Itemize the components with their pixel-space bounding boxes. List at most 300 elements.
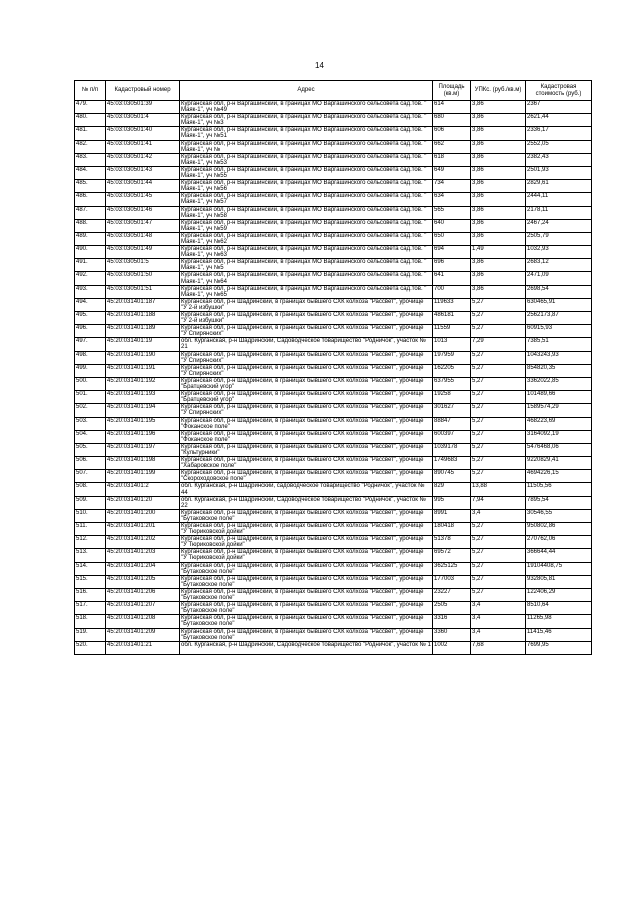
address-cell: Курганская обл, р-н Шадринский, в границах бывшего СХК колхоза "Рассвет", урочище "Культурники": [180, 443, 433, 456]
table-row: [75, 364, 592, 377]
row-number-cell: 503.: [75, 417, 106, 430]
cadastral-number-cell: 45:03:030501:42: [106, 153, 180, 166]
cadastral-cost-cell: 8510,64: [526, 602, 592, 615]
cadastral-cost-cell: 7895,54: [526, 496, 592, 509]
address-cell: Курганская обл, р-н Шадринский, в границах бывшего СХК колхоза "Рассвет", урочище "У Спирянских": [180, 404, 433, 417]
table-row: [75, 114, 592, 127]
row-number-cell: 483.: [75, 153, 106, 166]
area-cell: 694: [433, 246, 471, 259]
area-cell: 1039178: [433, 443, 471, 456]
table-row: [75, 206, 592, 219]
area-cell: 197959: [433, 351, 471, 364]
table-row: [75, 219, 592, 232]
table-row: [75, 483, 592, 496]
upks-cell: 3,86: [471, 193, 526, 206]
row-number-cell: 482.: [75, 140, 106, 153]
table-row: [75, 549, 592, 562]
row-number-cell: 513.: [75, 549, 106, 562]
address-cell: обл. Курганская, р-н Шадринский, Садоводческое товарищество "Родничок", участок № 22: [180, 496, 433, 509]
cadastral-cost-cell: 366644,44: [526, 549, 592, 562]
cadastral-number-cell: 45:20:031401:19: [106, 338, 180, 351]
upks-cell: 5,27: [471, 470, 526, 483]
area-cell: 734: [433, 180, 471, 193]
address-cell: Курганская обл, р-н Варгашинский, в границах МО Варгашинского сельсовета сад.тов. " Маяк-1", уч №51: [180, 127, 433, 140]
address-cell: Курганская обл, р-н Шадринский, в границах бывшего СХК колхоза "Рассвет", урочище "Фоканское поле": [180, 417, 433, 430]
address-cell: Курганская обл, р-н Шадринский, в границах бывшего СХК колхоза "Рассвет", урочище "У Тюриковской дойки": [180, 549, 433, 562]
table-row: [75, 193, 592, 206]
upks-cell: 3,4: [471, 615, 526, 628]
area-cell: 696: [433, 259, 471, 272]
cadastral-cost-cell: 2382,43: [526, 153, 592, 166]
cadastral-number-cell: 45:20:031401:195: [106, 417, 180, 430]
cadastral-number-cell: 45:20:031401:206: [106, 588, 180, 601]
table-row: [75, 101, 592, 114]
area-cell: 606: [433, 127, 471, 140]
address-cell: Курганская обл, р-н Шадринский, в границах бывшего СХК колхоза "Рассвет", урочище "Бутаковское поле": [180, 602, 433, 615]
table-row: [75, 140, 592, 153]
upks-cell: 3,86: [471, 180, 526, 193]
address-cell: Курганская обл, р-н Шадринский, в границах бывшего СХК колхоза "Рассвет", урочище "У Спирянских": [180, 364, 433, 377]
table-row: [75, 285, 592, 298]
cadastral-cost-cell: 122406,29: [526, 588, 592, 601]
header-cadastral-cost: Кадастровая стоимость (руб.): [526, 81, 592, 101]
cadastral-number-cell: 45:20:031401:189: [106, 325, 180, 338]
table-row: [75, 470, 592, 483]
area-cell: 8991: [433, 509, 471, 522]
cadastral-number-cell: 45:20:031401:201: [106, 523, 180, 536]
area-cell: 650: [433, 232, 471, 245]
upks-cell: 5,27: [471, 404, 526, 417]
area-cell: 11559: [433, 325, 471, 338]
row-number-cell: 516.: [75, 588, 106, 601]
page-number: 14: [315, 61, 324, 70]
address-cell: Курганская обл, р-н Варгашинский, в границах МО Варгашинского сельсовета сад.тов. " Маяк-1", уч №55: [180, 166, 433, 179]
cadastral-number-cell: 45:20:031401:204: [106, 562, 180, 575]
area-cell: 649: [433, 166, 471, 179]
area-cell: 177003: [433, 575, 471, 588]
upks-cell: 5,27: [471, 391, 526, 404]
row-number-cell: 499.: [75, 364, 106, 377]
area-cell: 51378: [433, 536, 471, 549]
area-cell: 829: [433, 483, 471, 496]
cadastral-cost-cell: 2467,24: [526, 219, 592, 232]
row-number-cell: 479.: [75, 101, 106, 114]
cadastral-number-cell: 45:03:030501:48: [106, 232, 180, 245]
cadastral-cost-cell: 2505,79: [526, 232, 592, 245]
upks-cell: 5,27: [471, 457, 526, 470]
area-cell: 3316: [433, 615, 471, 628]
area-cell: 119633: [433, 298, 471, 311]
cadastral-cost-cell: 1043243,93: [526, 351, 592, 364]
cadastral-cost-cell: 2552,05: [526, 140, 592, 153]
upks-cell: 5,27: [471, 325, 526, 338]
table-row: [75, 615, 592, 628]
row-number-cell: 502.: [75, 404, 106, 417]
upks-cell: 3,86: [471, 153, 526, 166]
cadastral-number-cell: 45:20:031401:188: [106, 312, 180, 325]
cadastral-number-cell: 45:20:031401:203: [106, 549, 180, 562]
cadastral-number-cell: 45:20:031401:20: [106, 496, 180, 509]
row-number-cell: 480.: [75, 114, 106, 127]
row-number-cell: 488.: [75, 219, 106, 232]
address-cell: обл. Курганская, р-н Шадринский, Садоводческое товарищество "Родничок", участок № 21: [180, 338, 433, 351]
cadastral-number-cell: 45:03:030501:44: [106, 180, 180, 193]
row-number-cell: 490.: [75, 246, 106, 259]
address-cell: Курганская обл, р-н Варгашинский, в границах МО Варгашинского сельсовета сад.тов. " Маяк-1", уч №5: [180, 259, 433, 272]
table-row: [75, 457, 592, 470]
address-cell: Курганская обл, р-н Варгашинский, в границах МО Варгашинского сельсовета сад.тов. " Маяк-1", уч №64: [180, 272, 433, 285]
row-number-cell: 484.: [75, 166, 106, 179]
cadastral-cost-cell: 9220829,41: [526, 457, 592, 470]
address-cell: Курганская обл, р-н Варгашинский, в границах МО Варгашинского сельсовета сад.тов. " Маяк-1", уч №56: [180, 180, 433, 193]
area-cell: 180418: [433, 523, 471, 536]
row-number-cell: 519.: [75, 628, 106, 641]
row-number-cell: 517.: [75, 602, 106, 615]
address-cell: Курганская обл, р-н Шадринский, в границах бывшего СХК колхоза "Рассвет", урочище "Бутаковское поле": [180, 575, 433, 588]
area-cell: 565: [433, 206, 471, 219]
upks-cell: 3,86: [471, 272, 526, 285]
cadastral-cost-cell: 2829,61: [526, 180, 592, 193]
cadastral-cost-cell: 2683,12: [526, 259, 592, 272]
cadastral-number-cell: 45:20:031401:198: [106, 457, 180, 470]
address-cell: Курганская обл, р-н Шадринский, в границах бывшего СХК колхоза "Рассвет", урочище "У Тюриковской дойки": [180, 536, 433, 549]
upks-cell: 3,86: [471, 219, 526, 232]
address-cell: Курганская обл, р-н Варгашинский, в границах МО Варгашинского сельсовета сад.тов. " Маяк-1", уч №65: [180, 285, 433, 298]
cadastral-number-cell: 45:20:031401:192: [106, 377, 180, 390]
header-cadastral-number: Кадастровый номер: [106, 81, 180, 101]
address-cell: Курганская обл, р-н Варгашинский, в границах МО Варгашинского сельсовета сад.тов. " Маяк-1", уч №59: [180, 219, 433, 232]
table-row: [75, 443, 592, 456]
cadastral-number-cell: 45:03:030501:49: [106, 246, 180, 259]
table-row: [75, 180, 592, 193]
area-cell: 88847: [433, 417, 471, 430]
upks-cell: 5,27: [471, 536, 526, 549]
cadastral-cost-cell: 270762,06: [526, 536, 592, 549]
row-number-cell: 510.: [75, 509, 106, 522]
cadastral-number-cell: 45:20:031401:2: [106, 483, 180, 496]
upks-cell: 13,88: [471, 483, 526, 496]
upks-cell: 5,27: [471, 562, 526, 575]
table-row: [75, 628, 592, 641]
area-cell: 618: [433, 153, 471, 166]
address-cell: Курганская обл, р-н Шадринский, в границах бывшего СХК колхоза "Рассвет", урочище "Братцевский угор": [180, 391, 433, 404]
table-row: [75, 272, 592, 285]
area-cell: 1002: [433, 641, 471, 654]
upks-cell: 5,27: [471, 298, 526, 311]
row-number-cell: 520.: [75, 641, 106, 654]
cadastral-cost-cell: 4694226,15: [526, 470, 592, 483]
table-row: [75, 377, 592, 390]
address-cell: Курганская обл, р-н Шадринский, в границах бывшего СХК колхоза "Рассвет", урочище "Фоканское поле": [180, 430, 433, 443]
table-row: [75, 417, 592, 430]
row-number-cell: 511.: [75, 523, 106, 536]
cadastral-cost-cell: 2367: [526, 101, 592, 114]
table-row: [75, 153, 592, 166]
upks-cell: 3,4: [471, 628, 526, 641]
upks-cell: 5,27: [471, 549, 526, 562]
address-cell: Курганская обл, р-н Шадринский, в границах бывшего СХК колхоза "Рассвет", урочище "Бутаковское поле": [180, 562, 433, 575]
row-number-cell: 508.: [75, 483, 106, 496]
upks-cell: 7,68: [471, 641, 526, 654]
upks-cell: 3,86: [471, 166, 526, 179]
cadastral-number-cell: 45:03:030501:40: [106, 127, 180, 140]
cadastral-number-cell: 45:20:031401:199: [106, 470, 180, 483]
cadastral-cost-cell: 3164092,19: [526, 430, 592, 443]
table-row: [75, 325, 592, 338]
cadastral-cost-cell: 2562173,87: [526, 312, 592, 325]
area-cell: 162205: [433, 364, 471, 377]
area-cell: 486181: [433, 312, 471, 325]
table-row: [75, 641, 592, 654]
cadastral-cost-cell: 19104408,75: [526, 562, 592, 575]
cadastral-cost-cell: 7699,95: [526, 641, 592, 654]
table-row: [75, 127, 592, 140]
table-row: [75, 509, 592, 522]
cadastral-number-cell: 45:20:031401:197: [106, 443, 180, 456]
row-number-cell: 501.: [75, 391, 106, 404]
address-cell: Курганская обл, р-н Варгашинский, в границах МО Варгашинского сельсовета сад.тов. " Маяк-1", уч №3: [180, 114, 433, 127]
cadastral-cost-cell: 630465,91: [526, 298, 592, 311]
cadastral-number-cell: 45:20:031401:193: [106, 391, 180, 404]
table-row: [75, 523, 592, 536]
area-cell: 680: [433, 114, 471, 127]
cadastral-cost-cell: 2621,44: [526, 114, 592, 127]
area-cell: 23227: [433, 588, 471, 601]
address-cell: Курганская обл, р-н Шадринский, в границах бывшего СХК колхоза "Рассвет", урочище "У 2-й избушки": [180, 312, 433, 325]
cadastral-number-cell: 45:20:031401:202: [106, 536, 180, 549]
header-upks: УПКс. (руб./кв.м): [471, 81, 526, 101]
table-row: [75, 351, 592, 364]
table-row: [75, 391, 592, 404]
area-cell: 614: [433, 101, 471, 114]
upks-cell: 3,86: [471, 101, 526, 114]
area-cell: 3360: [433, 628, 471, 641]
table-row: [75, 298, 592, 311]
row-number-cell: 515.: [75, 575, 106, 588]
header-address: Адрес: [180, 81, 433, 101]
row-number-cell: 496.: [75, 325, 106, 338]
cadastral-cost-cell: 2698,54: [526, 285, 592, 298]
cadastral-cost-cell: 60915,93: [526, 325, 592, 338]
cadastral-number-cell: 45:20:031401:205: [106, 575, 180, 588]
upks-cell: 3,86: [471, 206, 526, 219]
row-number-cell: 514.: [75, 562, 106, 575]
cadastral-number-cell: 45:20:031401:190: [106, 351, 180, 364]
upks-cell: 5,27: [471, 443, 526, 456]
row-number-cell: 485.: [75, 180, 106, 193]
area-cell: 69572: [433, 549, 471, 562]
upks-cell: 3,4: [471, 509, 526, 522]
upks-cell: 3,4: [471, 602, 526, 615]
cadastral-cost-cell: 11505,56: [526, 483, 592, 496]
address-cell: Курганская обл, р-н Шадринский, в границах бывшего СХК колхоза "Рассвет", урочище "Братцевский угор": [180, 377, 433, 390]
address-cell: Курганская обл, р-н Шадринский, в границах бывшего СХК колхоза "Рассвет", урочище "У 2-й избушки": [180, 298, 433, 311]
upks-cell: 5,27: [471, 351, 526, 364]
cadastral-cost-cell: 30546,55: [526, 509, 592, 522]
area-cell: 1749683: [433, 457, 471, 470]
table-row: [75, 246, 592, 259]
cadastral-cost-cell: 11415,46: [526, 628, 592, 641]
row-number-cell: 500.: [75, 377, 106, 390]
cadastral-cost-cell: 932805,81: [526, 575, 592, 588]
cadastral-cost-cell: 1589574,29: [526, 404, 592, 417]
table-row: [75, 536, 592, 549]
row-number-cell: 494.: [75, 298, 106, 311]
row-number-cell: 492.: [75, 272, 106, 285]
address-cell: Курганская обл, р-н Варгашинский, в границах МО Варгашинского сельсовета сад.тов. " Маяк-1", уч №: [180, 140, 433, 153]
cadastral-number-cell: 45:20:031401:187: [106, 298, 180, 311]
address-cell: Курганская обл, р-н Варгашинский, в границах МО Варгашинского сельсовета сад.тов. " Маяк-1", уч №58: [180, 206, 433, 219]
address-cell: Курганская обл, р-н Варгашинский, в границах МО Варгашинского сельсовета сад.тов. " Маяк-1", уч №62: [180, 232, 433, 245]
upks-cell: 3,86: [471, 259, 526, 272]
cadastral-number-cell: 45:03:030501:4: [106, 114, 180, 127]
table-row: [75, 312, 592, 325]
area-cell: 301627: [433, 404, 471, 417]
address-cell: Курганская обл, р-н Шадринский, в границах бывшего СХК колхоза "Рассвет", урочище "Бутаковское поле": [180, 509, 433, 522]
table-row: [75, 562, 592, 575]
header-area: Площадь (кв.м): [433, 81, 471, 101]
area-cell: 700: [433, 285, 471, 298]
cadastral-cost-cell: 5476468,06: [526, 443, 592, 456]
upks-cell: 3,86: [471, 140, 526, 153]
cadastral-cost-cell: 2471,09: [526, 272, 592, 285]
area-cell: 662: [433, 140, 471, 153]
area-cell: 1013: [433, 338, 471, 351]
cadastral-cost-cell: 468223,69: [526, 417, 592, 430]
cadastral-cost-cell: 2444,11: [526, 193, 592, 206]
cadastral-cost-cell: 2501,93: [526, 166, 592, 179]
table-row: [75, 232, 592, 245]
cadastral-cost-cell: 854820,35: [526, 364, 592, 377]
area-cell: 995: [433, 496, 471, 509]
address-cell: Курганская обл, р-н Шадринский, в границах бывшего СХК колхоза "Рассвет", урочище "Бутаковское поле": [180, 628, 433, 641]
area-cell: 600397: [433, 430, 471, 443]
cadastral-number-cell: 45:03:030501:46: [106, 206, 180, 219]
upks-cell: 5,27: [471, 377, 526, 390]
row-number-cell: 498.: [75, 351, 106, 364]
row-number-cell: 489.: [75, 232, 106, 245]
row-number-cell: 512.: [75, 536, 106, 549]
table-row: [75, 404, 592, 417]
address-cell: Курганская обл, р-н Шадринский, в границах бывшего СХК колхоза "Рассвет", урочище "Бутаковское поле": [180, 615, 433, 628]
upks-cell: 5,27: [471, 430, 526, 443]
upks-cell: 5,27: [471, 312, 526, 325]
cadastral-cost-cell: 2178,11: [526, 206, 592, 219]
cadastral-number-cell: 45:03:030501:45: [106, 193, 180, 206]
cadastral-number-cell: 45:03:030501:5: [106, 259, 180, 272]
row-number-cell: 518.: [75, 615, 106, 628]
table-row: [75, 259, 592, 272]
cadastral-cost-cell: 7385,51: [526, 338, 592, 351]
cadastral-number-cell: 45:20:031401:208: [106, 615, 180, 628]
cadastral-number-cell: 45:03:030501:51: [106, 285, 180, 298]
cadastral-cost-cell: 3362022,85: [526, 377, 592, 390]
table-row: [75, 588, 592, 601]
address-cell: Курганская обл, р-н Шадринский, в границах бывшего СХК колхоза "Рассвет", урочище "У Спирянских": [180, 351, 433, 364]
table-row: [75, 602, 592, 615]
cadastral-number-cell: 45:03:030501:50: [106, 272, 180, 285]
area-cell: 641: [433, 272, 471, 285]
table-row: [75, 430, 592, 443]
upks-cell: 3,86: [471, 114, 526, 127]
row-number-cell: 487.: [75, 206, 106, 219]
row-number-cell: 506.: [75, 457, 106, 470]
table-row: [75, 166, 592, 179]
upks-cell: 1,49: [471, 246, 526, 259]
cadastral-number-cell: 45:20:031401:21: [106, 641, 180, 654]
row-number-cell: 509.: [75, 496, 106, 509]
area-cell: 640: [433, 219, 471, 232]
address-cell: Курганская обл, р-н Шадринский, в границах бывшего СХК колхоза "Рассвет", урочище "Хабаровское поле": [180, 457, 433, 470]
area-cell: 634: [433, 193, 471, 206]
row-number-cell: 491.: [75, 259, 106, 272]
row-number-cell: 486.: [75, 193, 106, 206]
header-num: № п/п: [75, 81, 106, 101]
address-cell: Курганская обл, р-н Варгашинский, в границах МО Варгашинского сельсовета сад.тов. " Маяк-1", уч №57: [180, 193, 433, 206]
row-number-cell: 507.: [75, 470, 106, 483]
cadastral-number-cell: 45:03:030501:39: [106, 101, 180, 114]
cadastral-cost-cell: 1032,93: [526, 246, 592, 259]
address-cell: Курганская обл, р-н Шадринский, в границах бывшего СХК колхоза "Рассвет", урочище "У Спирянских": [180, 325, 433, 338]
area-cell: 890745: [433, 470, 471, 483]
row-number-cell: 504.: [75, 430, 106, 443]
cadastral-number-cell: 45:20:031401:207: [106, 602, 180, 615]
cadastral-cost-cell: 950802,86: [526, 523, 592, 536]
table-header-row: [75, 81, 592, 101]
address-cell: Курганская обл, р-н Шадринский, в границах бывшего СХК колхоза "Рассвет", урочище "Скороходовское поле": [180, 470, 433, 483]
cadastral-number-cell: 45:03:030501:41: [106, 140, 180, 153]
area-cell: 2505: [433, 602, 471, 615]
row-number-cell: 495.: [75, 312, 106, 325]
upks-cell: 5,27: [471, 588, 526, 601]
upks-cell: 7,94: [471, 496, 526, 509]
cadastral-number-cell: 45:20:031401:196: [106, 430, 180, 443]
address-cell: Курганская обл, р-н Варгашинский, в границах МО Варгашинского сельсовета сад.тов. " Маяк-1", уч №63: [180, 246, 433, 259]
upks-cell: 3,86: [471, 127, 526, 140]
cadastral-value-table: [74, 80, 592, 655]
cadastral-cost-cell: 2336,17: [526, 127, 592, 140]
address-cell: обл. Курганская, р-н Шадринский, Садоводческое товарищество "Родничок", участок № 1: [180, 641, 433, 654]
area-cell: 3625125: [433, 562, 471, 575]
row-number-cell: 497.: [75, 338, 106, 351]
table-row: [75, 338, 592, 351]
upks-cell: 5,27: [471, 523, 526, 536]
area-cell: 637955: [433, 377, 471, 390]
table-body: [75, 101, 592, 655]
upks-cell: 5,27: [471, 575, 526, 588]
cadastral-cost-cell: 101489,66: [526, 391, 592, 404]
area-cell: 19258: [433, 391, 471, 404]
table-row: [75, 575, 592, 588]
cadastral-number-cell: 45:03:030501:43: [106, 166, 180, 179]
cadastral-cost-cell: 11265,98: [526, 615, 592, 628]
cadastral-number-cell: 45:20:031401:200: [106, 509, 180, 522]
upks-cell: 5,27: [471, 417, 526, 430]
cadastral-number-cell: 45:20:031401:209: [106, 628, 180, 641]
upks-cell: 3,86: [471, 232, 526, 245]
upks-cell: 7,29: [471, 338, 526, 351]
cadastral-number-cell: 45:20:031401:194: [106, 404, 180, 417]
upks-cell: 3,86: [471, 285, 526, 298]
row-number-cell: 493.: [75, 285, 106, 298]
row-number-cell: 505.: [75, 443, 106, 456]
cadastral-number-cell: 45:03:030501:47: [106, 219, 180, 232]
row-number-cell: 481.: [75, 127, 106, 140]
address-cell: Курганская обл, р-н Шадринский, в границах бывшего СХК колхоза "Рассвет", урочище "Бутаковское поле": [180, 588, 433, 601]
address-cell: Курганская обл, р-н Варгашинский, в границах МО Варгашинского сельсовета сад.тов. " Маяк-1", уч №53: [180, 153, 433, 166]
address-cell: обл. Курганская, р-н Шадринский, садоводческое товарищество "Родничок", участок № 44: [180, 483, 433, 496]
table-row: [75, 496, 592, 509]
